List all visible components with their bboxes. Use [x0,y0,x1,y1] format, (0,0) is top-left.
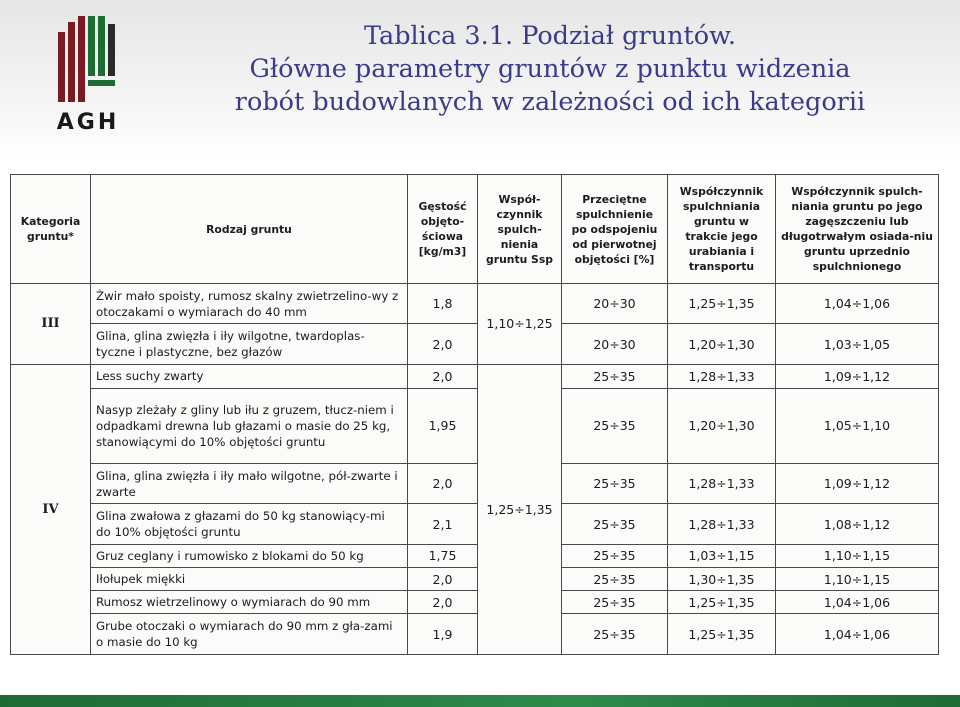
header-przecietne-spulchnienie: Przeciętne spulchnienie po odspojeniu od pierwotnej objętości [%] [562,175,668,284]
density-value: 2,0 [408,364,478,388]
density-value: 1,75 [408,544,478,567]
transport-coef-value: 1,20÷1,30 [668,324,776,364]
transport-coef-value: 1,30÷1,35 [668,567,776,590]
density-value: 2,0 [408,591,478,614]
table-row [11,364,939,388]
compaction-coef-value: 1,05÷1,10 [776,389,939,464]
title-line-3: robót budowlanych w zależności od ich kategorii [234,87,866,117]
density-value: 1,9 [408,614,478,655]
soil-name: Rumosz wietrzelinowy o wymiarach do 90 mm [91,591,408,614]
category-cell-IV: IV [11,364,91,654]
density-value: 2,0 [408,463,478,503]
soil-name: Grube otoczaki o wymiarach do 90 mm z gła-zami o masie do 10 kg [91,614,408,655]
table-row [11,591,939,614]
agh-logo-icon [56,14,120,106]
compaction-coef-value: 1,10÷1,15 [776,567,939,590]
table-row [11,504,939,544]
avg-loosening-value: 25÷35 [562,544,668,567]
title-line-1: Tablica 3.1. Podział gruntów. [363,21,737,51]
compaction-coef-value: 1,10÷1,15 [776,544,939,567]
density-value: 2,1 [408,504,478,544]
compaction-coef-value: 1,03÷1,05 [776,324,939,364]
category-cell-III: III [11,284,91,365]
soil-name: Nasyp zleżały z gliny lub iłu z gruzem, tłucz-niem i odpadkami drewna lub głazami o masie do 25 kg, stanowiącymi do 10% objętości gruntu [91,389,408,464]
header-wsp-zageszczeniu: Współczynnik spulch-niania gruntu po jego zagęszczeniu lub długotrwałym osiada-niu gruntu uprzednio spulchnionego [776,175,939,284]
soil-name: Less suchy zwarty [91,364,408,388]
avg-loosening-value: 25÷35 [562,591,668,614]
soil-name: Glina, glina zwięzła i iły mało wilgotne, pół-zwarte i zwarte [91,463,408,503]
density-value: 1,95 [408,389,478,464]
avg-loosening-value: 25÷35 [562,567,668,590]
title-line-2: Główne parametry gruntów z punktu widzenia [249,54,851,84]
avg-loosening-value: 25÷35 [562,463,668,503]
compaction-coef-value: 1,09÷1,12 [776,364,939,388]
density-value: 2,0 [408,567,478,590]
header-gestosc: Gęstość objęto-ściowa [kg/m3] [408,175,478,284]
table-row [11,567,939,590]
table-row [11,284,939,324]
table-header-row [11,175,939,284]
header-rodzaj: Rodzaj gruntu [91,175,408,284]
table-row [11,324,939,364]
avg-loosening-value: 25÷35 [562,364,668,388]
agh-logo-text: AGH [56,110,120,135]
density-value: 1,8 [408,284,478,324]
compaction-coef-value: 1,08÷1,12 [776,504,939,544]
density-value: 2,0 [408,324,478,364]
soil-name: Żwir mało spoisty, rumosz skalny zwietrzelino-wy z otoczakami o wymiarach do 40 mm [91,284,408,324]
transport-coef-value: 1,28÷1,33 [668,504,776,544]
compaction-coef-value: 1,09÷1,12 [776,463,939,503]
avg-loosening-value: 25÷35 [562,389,668,464]
transport-coef-value: 1,28÷1,33 [668,364,776,388]
footer-bar [0,695,960,707]
agh-logo [52,14,124,136]
soil-name: Glina, glina zwięzła i iły wilgotne, twardoplas-tyczne i plastyczne, bez głazów [91,324,408,364]
transport-coef-value: 1,25÷1,35 [668,591,776,614]
transport-coef-value: 1,03÷1,15 [668,544,776,567]
avg-loosening-value: 25÷35 [562,614,668,655]
compaction-coef-value: 1,04÷1,06 [776,614,939,655]
ssp-value-III: 1,10÷1,25 [478,284,562,365]
soil-parameters-table [10,174,939,655]
header-wspolczynnik-sp: Współ-czynnik spulch-nienia gruntu Ssp [478,175,562,284]
table-row [11,389,939,464]
header-wsp-trakcie: Współczynnik spulchniania gruntu w trakcie jego urabiania i transportu [668,175,776,284]
transport-coef-value: 1,25÷1,35 [668,614,776,655]
page-title [150,20,950,119]
avg-loosening-value: 20÷30 [562,324,668,364]
compaction-coef-value: 1,04÷1,06 [776,284,939,324]
compaction-coef-value: 1,04÷1,06 [776,591,939,614]
transport-coef-value: 1,28÷1,33 [668,463,776,503]
transport-coef-value: 1,20÷1,30 [668,389,776,464]
soil-name: Glina zwałowa z głazami do 50 kg stanowiący-mi do 10% objętości gruntu [91,504,408,544]
header-kategoria: Kategoria gruntu* [11,175,91,284]
soil-name: Iłołupek miękki [91,567,408,590]
table-row [11,544,939,567]
avg-loosening-value: 20÷30 [562,284,668,324]
ssp-value-IV: 1,25÷1,35 [478,364,562,654]
table-row [11,614,939,655]
avg-loosening-value: 25÷35 [562,504,668,544]
soil-name: Gruz ceglany i rumowisko z blokami do 50 kg [91,544,408,567]
table-row [11,463,939,503]
transport-coef-value: 1,25÷1,35 [668,284,776,324]
